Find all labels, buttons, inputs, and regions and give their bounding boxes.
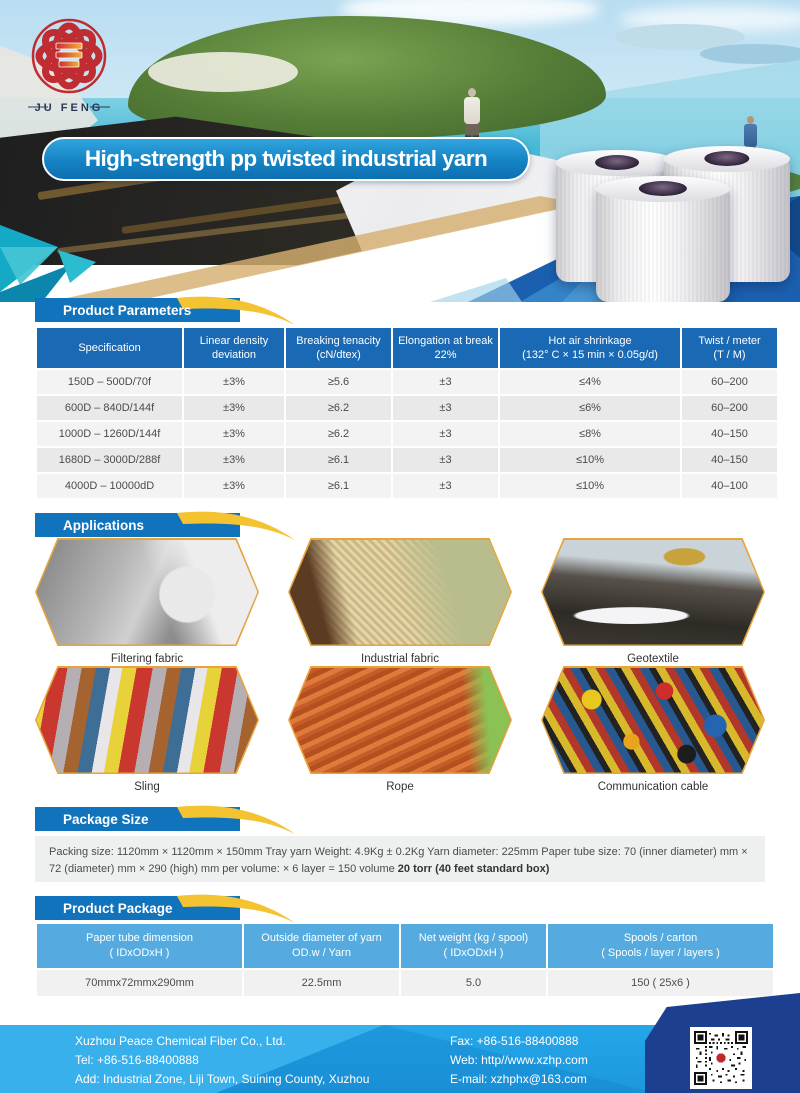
cell: 60–200 <box>682 396 777 420</box>
application-label: Industrial fabric <box>361 653 439 665</box>
cell: ±3% <box>184 396 284 420</box>
table-row <box>37 448 777 472</box>
hexagon-frame <box>288 538 512 646</box>
col-hot-air-shrinkage: Hot air shrinkage (132° C × 15 min × 0.05g/d) <box>500 328 680 368</box>
hero-banner <box>0 0 800 302</box>
section-header-product-parameters <box>35 293 303 327</box>
web-link[interactable]: Web: http//www.xzhp.com <box>450 1053 588 1067</box>
col-outside-diameter: Outside diameter of yarn OD.w / Yarn <box>244 924 399 968</box>
cell: 5.0 <box>401 970 546 996</box>
section-heading: Applications <box>63 518 145 533</box>
col-specification: Specification <box>37 328 182 368</box>
footer-left-column <box>75 1032 369 1089</box>
table-row <box>37 370 777 394</box>
table-header-row <box>37 924 773 968</box>
table-header-row <box>37 328 777 368</box>
col-spools-carton: Spools / carton ( Spools / layer / layers ) <box>548 924 773 968</box>
cell: ≤8% <box>500 422 680 446</box>
page-title: High-strength pp twisted industrial yarn <box>42 137 530 181</box>
industrial-fabric-image <box>290 540 511 645</box>
col-paper-tube-dimension: Paper tube dimension ( IDxODxH ) <box>37 924 242 968</box>
product-package-table <box>35 922 775 998</box>
application-label: Geotextile <box>627 653 679 665</box>
person-head <box>468 88 476 97</box>
communication-cable-image <box>543 668 764 773</box>
hexagon-frame <box>288 666 512 774</box>
tel-line: Tel: +86-516-88400888 <box>75 1053 199 1067</box>
logo-text: JU FENG <box>34 102 104 114</box>
table-row <box>37 970 773 996</box>
cell: 40–100 <box>682 474 777 498</box>
sand-mound <box>148 52 298 92</box>
cell: ≥6.1 <box>286 474 391 498</box>
spool-core <box>595 155 639 170</box>
table-row <box>37 422 777 446</box>
distant-island <box>700 44 800 64</box>
cell: 22.5mm <box>244 970 399 996</box>
cell: 40–150 <box>682 422 777 446</box>
sling-image <box>37 668 258 773</box>
hexagon-frame <box>35 666 259 774</box>
cell: 150D – 500D/70f <box>37 370 182 394</box>
application-label: Filtering fabric <box>110 653 184 665</box>
person-torso <box>464 97 480 124</box>
application-industrial-fabric <box>288 538 512 665</box>
cell: 60–200 <box>682 370 777 394</box>
col-net-weight: Net weight (kg / spool) ( IDxODxH ) <box>401 924 546 968</box>
cell: ≥6.1 <box>286 448 391 472</box>
cell: ≤4% <box>500 370 680 394</box>
packing-description-bold: 20 torr (40 feet standard box) <box>397 862 550 875</box>
cell: ±3% <box>184 448 284 472</box>
cell: 1680D – 3000D/288f <box>37 448 182 472</box>
spool-core <box>639 181 687 196</box>
section-heading: Product Package <box>63 901 173 916</box>
section-header-package-size <box>35 802 303 836</box>
spool-body <box>596 187 730 302</box>
hexagon-frame <box>541 666 765 774</box>
application-filtering-fabric <box>35 538 259 665</box>
fax-line: Fax: +86-516-88400888 <box>450 1034 579 1048</box>
table-row <box>37 474 777 498</box>
cell: ±3% <box>184 370 284 394</box>
email-link[interactable]: E-mail: xzhphx@163.com <box>450 1072 587 1086</box>
cell: ≤10% <box>500 448 680 472</box>
filtering-fabric-image <box>37 540 258 645</box>
cell: 4000D – 10000dD <box>37 474 182 498</box>
section-header-product-package <box>35 891 303 925</box>
package-size-text <box>35 836 765 882</box>
hexagon-frame <box>541 538 765 646</box>
cell: ≥5.6 <box>286 370 391 394</box>
yarn-spool <box>596 176 730 302</box>
table-row <box>37 396 777 420</box>
cell: ±3% <box>184 422 284 446</box>
cell: ±3 <box>393 474 498 498</box>
packing-description: Packing size: 1120mm × 1120mm × 150mm Tray yarn Weight: 4.9Kg ± 0.2Kg Yarn diameter: 225mm Paper tube size: 70 (inner diameter) mm × 72 (diameter) mm × 290 (high) mm per volume: × 6 layer = 150 volume <box>49 846 748 875</box>
jufeng-logo-icon <box>22 10 117 123</box>
application-communication-cable <box>541 666 765 793</box>
application-label: Sling <box>134 781 160 793</box>
product-parameters-table <box>35 326 779 500</box>
cell: ±3 <box>393 396 498 420</box>
col-twist: Twist / meter (T / M) <box>682 328 777 368</box>
spool-core <box>704 151 749 166</box>
person-head <box>747 116 754 124</box>
cell: ±3 <box>393 422 498 446</box>
col-breaking-tenacity: Breaking tenacity (cN/dtex) <box>286 328 391 368</box>
section-header-applications <box>35 508 303 542</box>
application-sling <box>35 666 259 793</box>
col-linear-density: Linear density deviation <box>184 328 284 368</box>
qr-code-icon <box>690 1027 752 1089</box>
cell: 600D – 840D/144f <box>37 396 182 420</box>
cell: ≥6.2 <box>286 422 391 446</box>
geotextile-image <box>543 540 764 645</box>
section-heading: Package Size <box>63 812 149 827</box>
cell: ≥6.2 <box>286 396 391 420</box>
cell: ≤10% <box>500 474 680 498</box>
rope-image <box>290 668 511 773</box>
cell: ±3 <box>393 448 498 472</box>
application-label: Communication cable <box>597 781 709 793</box>
cell: ±3% <box>184 474 284 498</box>
application-geotextile <box>541 538 765 665</box>
address-line: Add: Industrial Zone, Liji Town, Suining County, Xuzhou <box>75 1072 370 1086</box>
cell: 40–150 <box>682 448 777 472</box>
hexagon-frame <box>35 538 259 646</box>
person-torso <box>744 124 757 147</box>
cell: 1000D – 1260D/144f <box>37 422 182 446</box>
cell: ≤6% <box>500 396 680 420</box>
col-elongation: Elongation at break 22% <box>393 328 498 368</box>
cell: ±3 <box>393 370 498 394</box>
cell: 150 ( 25x6 ) <box>548 970 773 996</box>
application-label: Rope <box>386 781 414 793</box>
cell: 70mmx72mmx290mm <box>37 970 242 996</box>
company-name: Xuzhou Peace Chemical Fiber Co., Ltd. <box>75 1034 286 1048</box>
section-heading: Product Parameters <box>63 303 192 318</box>
footer-right-column <box>450 1032 588 1089</box>
application-rope <box>288 666 512 793</box>
